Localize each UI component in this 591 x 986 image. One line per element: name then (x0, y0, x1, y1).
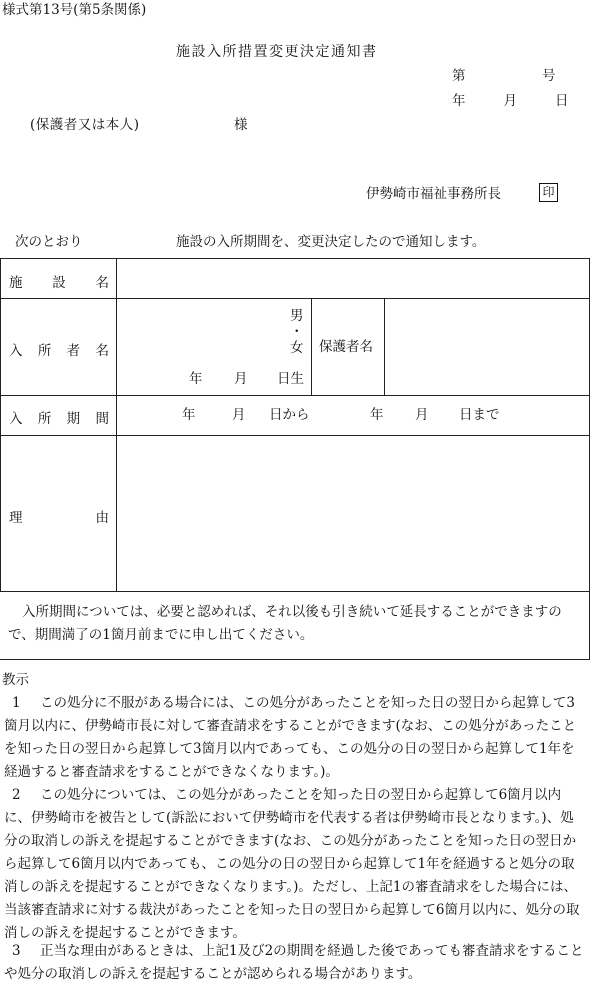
instruction-item-2 (4, 784, 584, 945)
label-char: 理 (9, 510, 23, 526)
sex-male: 男 (290, 308, 304, 324)
instruction-number: 3 (12, 943, 21, 959)
col-divider (0, 259, 1, 591)
facility-name-label (9, 271, 109, 291)
period-to-year: 年 (370, 407, 384, 423)
label-char: 施 (9, 275, 23, 291)
label-char: 入 (9, 343, 23, 359)
period-to-suffix: 日まで (459, 407, 500, 423)
birth-day: 日生 (277, 371, 304, 387)
row-divider (0, 395, 590, 396)
issuer-name: 伊勢崎市福祉事務所長 (366, 186, 501, 202)
label-char: 名 (95, 275, 109, 291)
issue-date-year: 年 (452, 93, 466, 109)
label-char: 由 (95, 510, 109, 526)
instruction-text: この処分については、この処分があったことを知った日の翌日から起算して6箇月以内に、伊勢崎市を被告として(訴訟において伊勢崎市を代表する者は伊勢崎市長となります。)、処分の取消しの訴えを提起することができます(なお、この処分があったことを知った日の翌日から起算して6箇月以内であっても、この処分の日の翌日から起算して1年を経過すると処分の取消しの訴えを提起することができなくなります。)。ただし、上記1の審査請求をした場合には、当該審査請求に対する裁決があったことを知った日の翌日から起算して6箇月以内に、処分の取消しの訴えを提起することができます。 (4, 787, 580, 941)
col-divider (384, 298, 385, 395)
row-divider (0, 435, 590, 436)
label-char: 者 (66, 343, 81, 359)
label-char: 所 (37, 343, 52, 359)
document-number-prefix: 第 (452, 68, 466, 84)
extension-note: 入所期間については、必要と認めれば、それ以後も引き続いて延長することができますので、期間満了の1箇月前までに申し出てください。 (8, 604, 562, 643)
guardian-name-label: 保護者名 (319, 339, 373, 355)
col-divider (116, 259, 117, 591)
decision-table (0, 258, 590, 660)
sex-female: 女 (290, 340, 304, 356)
instruction-text: 正当な理由があるときは、上記1及び2の期間を経過した後であっても審査請求をすることや処分の取消しの訴えを提起することが認められる場合があります。 (4, 943, 584, 982)
issue-date-month: 月 (503, 93, 517, 109)
issue-date (452, 93, 569, 109)
label-char: 設 (52, 275, 66, 291)
period-from-year: 年 (182, 407, 196, 423)
label-char: 入 (9, 411, 23, 427)
birth-month: 月 (234, 371, 248, 387)
instruction-item-3 (4, 940, 584, 986)
intro-lead: 次のとおり (15, 234, 83, 250)
intro-text: 施設の入所期間を、変更決定したので通知します。 (176, 234, 486, 250)
label-char: 期 (66, 411, 81, 427)
period-from-suffix: 日から (269, 407, 310, 423)
label-char: 名 (95, 343, 109, 359)
label-char: 所 (37, 411, 52, 427)
admission-period-label (9, 407, 109, 427)
period-to-month: 月 (415, 407, 429, 423)
recipient-label: (保護者又は本人) (30, 117, 140, 133)
document-number-suffix: 号 (542, 68, 556, 84)
form-number: 様式第13号(第5条関係) (2, 2, 147, 18)
instruction-number: 2 (12, 787, 21, 803)
birth-year: 年 (189, 371, 203, 387)
row-divider (0, 591, 590, 592)
seal-stamp: 印 (539, 183, 558, 202)
issue-date-day: 日 (555, 93, 569, 109)
instruction-text: この処分に不服がある場合には、この処分があったことを知った日の翌日から起算して3箇月以内に、伊勢崎市長に対して審査請求をすることができます(なお、この処分があったことを知った日の翌日から起算して3箇月以内であっても、この処分の日の翌日から起算して1年を経過すると審査請求をすることができなくなります。)。 (4, 695, 577, 780)
instruction-item-1 (4, 692, 584, 784)
instruction-number: 1 (12, 695, 21, 711)
honorific: 様 (234, 117, 248, 133)
period-from-month: 月 (232, 407, 246, 423)
row-divider (0, 298, 590, 299)
sex-separator: ・ (290, 324, 304, 340)
reason-label (9, 506, 109, 526)
instructions-heading: 教示 (2, 672, 29, 688)
col-divider (311, 298, 312, 395)
admittee-name-label (9, 339, 109, 359)
document-title: 施設入所措置変更決定通知書 (176, 44, 378, 60)
label-char: 間 (95, 411, 109, 427)
